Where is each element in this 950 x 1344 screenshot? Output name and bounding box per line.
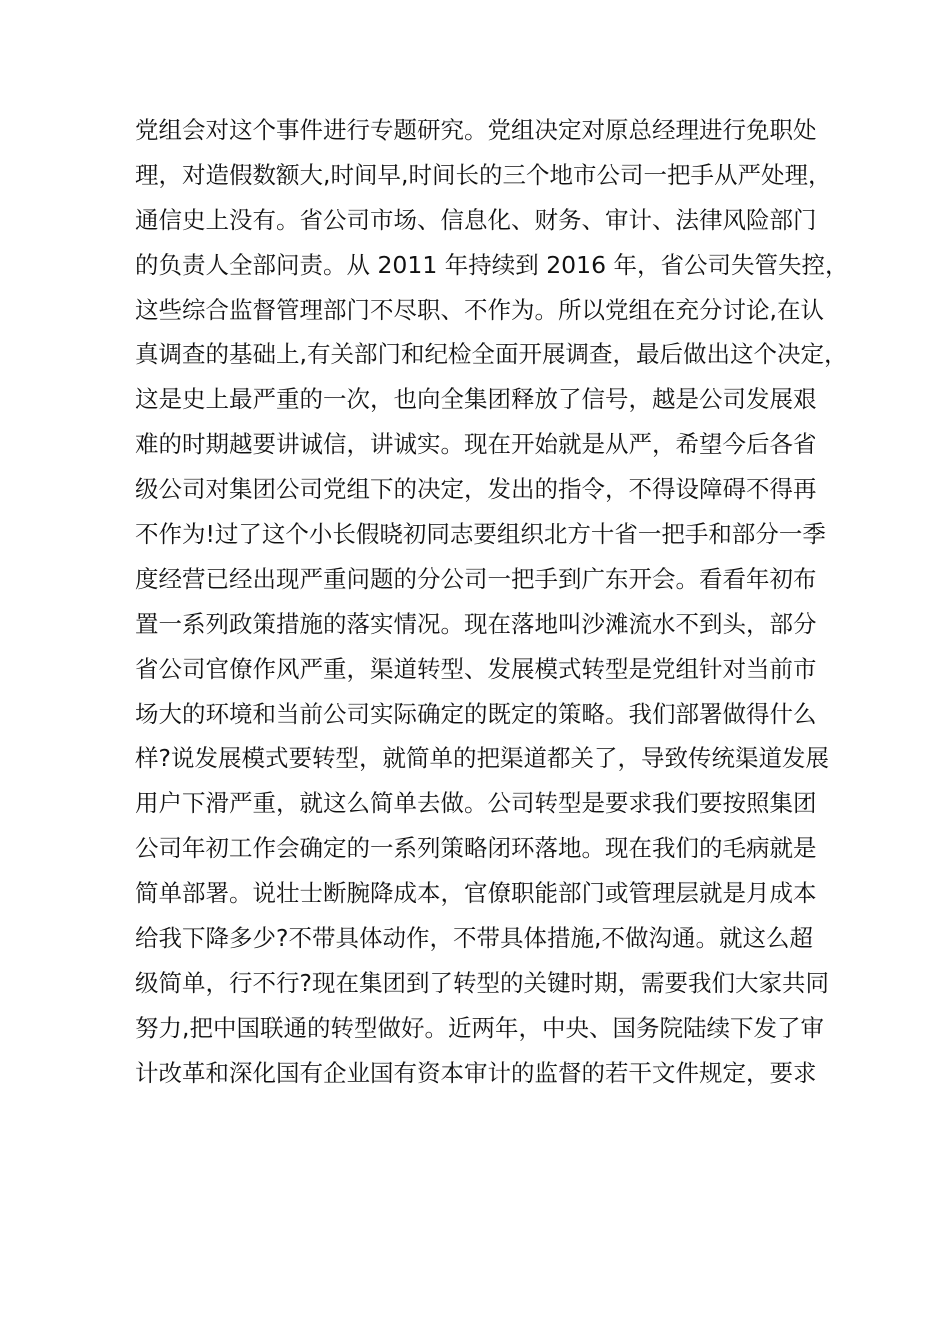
text-line: 度经营已经出现严重问题的分公司一把手到广东开会。看看年初布: [135, 564, 817, 593]
text-line: 努力,把中国联通的转型做好。近两年，中央、国务院陆续下发了审: [135, 1013, 824, 1042]
text-line: 难的时期越要讲诚信，讲诚实。现在开始就是从严，希望今后各省: [135, 430, 817, 459]
text-line: 这是史上最严重的一次，也向全集团释放了信号，越是公司发展艰: [135, 385, 817, 414]
text-line: 的负责人全部问责。从 2011 年持续到 2016 年，省公司失管失控，: [135, 250, 849, 279]
text-line: 简单部署。说壮士断腕降成本，官僚职能部门或管理层就是月成本: [135, 879, 817, 908]
text-line: 这些综合监督管理部门不尽职、不作为。所以党组在充分讨论,在认: [135, 295, 824, 324]
text-line: 公司年初工作会确定的一系列策略闭环落地。现在我们的毛病就是: [135, 834, 817, 863]
text-line: 理，对造假数额大,时间早,时间长的三个地市公司一把手从严处理，: [135, 160, 832, 189]
text-line: 给我下降多少?不带具体动作，不带具体措施,不做沟通。就这么超: [135, 924, 813, 953]
text-line: 级简单，行不行?现在集团到了转型的关键时期，需要我们大家共同: [135, 968, 829, 997]
text-line: 真调查的基础上,有关部门和纪检全面开展调查，最后做出这个决定，: [135, 340, 848, 369]
text-line: 置一系列政策措施的落实情况。现在落地叫沙滩流水不到头，部分: [135, 609, 817, 638]
text-line: 不作为!过了这个小长假晓初同志要组织北方十省一把手和部分一季: [135, 520, 826, 549]
text-line: 计改革和深化国有企业国有资本审计的监督的若干文件规定，要求: [135, 1058, 817, 1087]
text-line: 党组会对这个事件进行专题研究。党组决定对原总经理进行免职处: [135, 116, 817, 144]
text-line: 级公司对集团公司党组下的决定，发出的指令，不得设障碍不得再: [135, 475, 817, 504]
text-line: 通信史上没有。省公司市场、信息化、财务、审计、法律风险部门: [135, 205, 817, 234]
body-text: [135, 108, 849, 1096]
text-line: 用户下滑严重，就这么简单去做。公司转型是要求我们要按照集团: [135, 789, 817, 818]
text-line: 场大的环境和当前公司实际确定的既定的策略。我们部署做得什么: [135, 699, 817, 728]
text-line: 样?说发展模式要转型，就简单的把渠道都关了，导致传统渠道发展: [135, 744, 829, 773]
text-line: 省公司官僚作风严重，渠道转型、发展模式转型是党组针对当前市: [135, 654, 817, 683]
